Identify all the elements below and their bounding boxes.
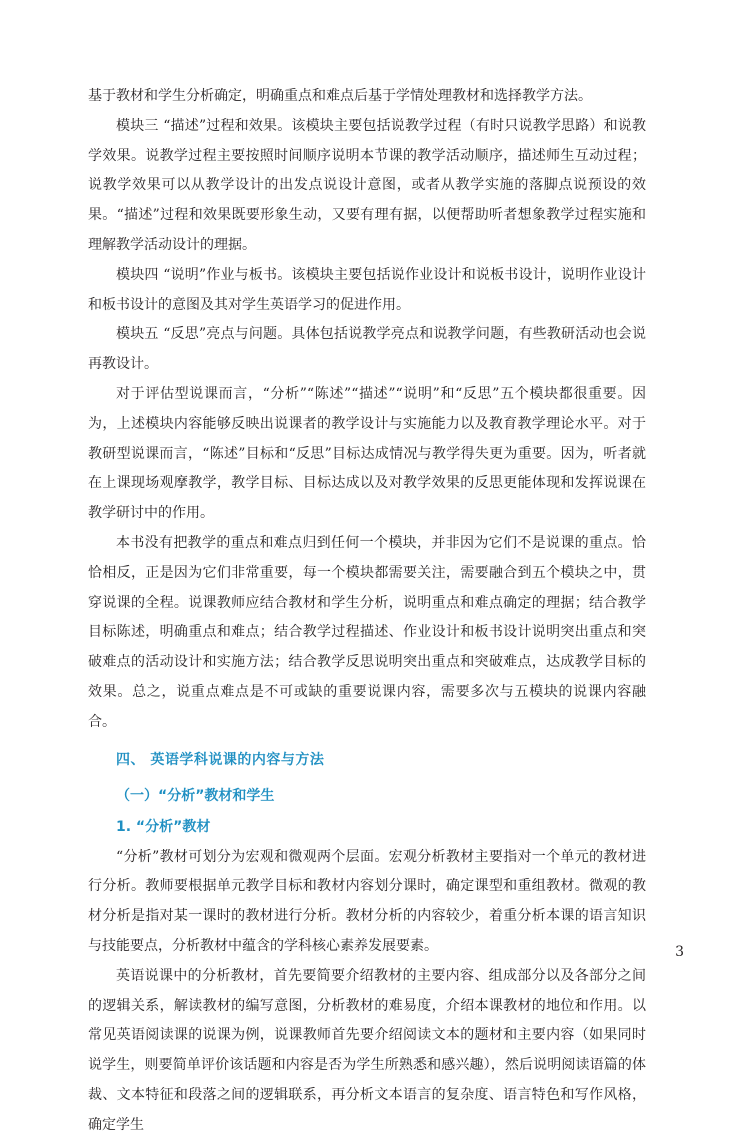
paragraph-continuation: 基于教材和学生分析确定，明确重点和难点后基于学情处理教材和选择教学方法。 xyxy=(88,88,592,104)
paragraph-english-lesson: 英语说课中的分析教材，首先要简要介绍教材的主要内容、组成部分以及各部分之间的逻辑关系，解读教材的编写意图，分析教材的难易度，介绍本课教材的地位和作用。以常见英语阅读课的说课为例，说课教师首先要介绍阅读文本的题材和主要内容（如果同时说学生，则要简单评价该话题和内容是否为学生所熟悉和感兴趣），然后说明阅读语篇的体裁、文本特征和段落之间的逻辑联系，再分析文本语言的复杂度、语言特色和写作风格，确定学生 xyxy=(88,967,646,1133)
page-content xyxy=(88,82,646,1141)
paragraph-module-four: 模块四 “说明”作业与板书。该模块主要包括说作业设计和说板书设计，说明作业设计和板书设计的意图及其对学生英语学习的促进作用。 xyxy=(88,266,646,313)
section-heading: 四、 英语学科说课的内容与方法 xyxy=(116,751,325,768)
paragraph-module-five: 模块五 “反思”亮点与问题。具体包括说教学亮点和说教学问题，有些教研活动也会说再教设计。 xyxy=(88,326,646,373)
page-number: 3 xyxy=(675,944,684,960)
paragraph-evaluation: 对于评估型说课而言，“分析”“陈述”“描述”“说明”和“反思”五个模块都很重要。因为，上述模块内容能够反映出说课者的教学设计与实施能力以及教育教学理论水平。对于教研型说课而言，“陈述”目标和“反思”目标达成情况与教学得失更为重要。因为，听者就在上课现场观摩教学，教学目标、目标达成以及对教学效果的反思更能体现和发挥说课在教学研讨中的作用。 xyxy=(88,385,646,522)
paragraph-textbook-analysis: “分析”教材可划分为宏观和微观两个层面。宏观分析教材主要指对一个单元的教材进行分析。教师要根据单元教学目标和教材内容划分课时，确定课型和重组教材。微观的教材分析是指对某一课时的教材进行分析。教材分析的内容较少，着重分析本课的语言知识与技能要点，分析教材中蕴含的学科核心素养发展要素。 xyxy=(88,848,646,954)
sub-heading: （一）“分析”教材和学生 xyxy=(116,787,275,804)
paragraph-key-points: 本书没有把教学的重点和难点归到任何一个模块，并非因为它们不是说课的重点。恰恰相反，正是因为它们非常重要，每一个模块都需要关注，需要融合到五个模块之中，贯穿说课的全程。说课教师应结合教材和学生分析，说明重点和难点确定的理据；结合教学目标陈述，明确重点和难点；结合教学过程描述、作业设计和板书设计说明突出重点和突破难点的活动设计和实施方法；结合教学反思说明突出重点和突破难点，达成教学目标的效果。总之，说重点难点是不可或缺的重要说课内容，需要多次与五模块的说课内容融合。 xyxy=(88,534,646,730)
paragraph-module-three: 模块三 “描述”过程和效果。该模块主要包括说教学过程（有时只说教学思路）和说教学效果。说教学过程主要按照时间顺序说明本节课的教学活动顺序，描述师生互动过程；说教学效果可以从教学设计的出发点说设计意图，或者从教学实施的落脚点说预设的效果。“描述”过程和效果既要形象生动，又要有理有据，以便帮助听者想象教学过程实施和理解教学活动设计的理据。 xyxy=(88,117,646,253)
subsub-heading: 1. “分析”教材 xyxy=(116,818,211,835)
